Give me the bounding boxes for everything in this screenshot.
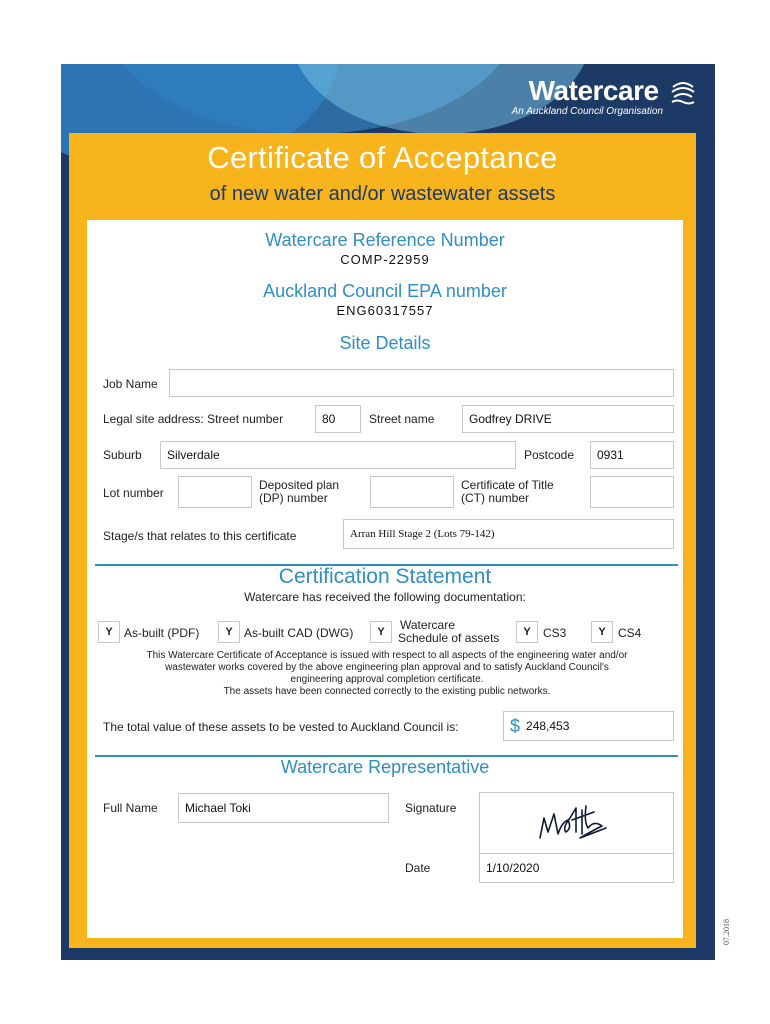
reference-value: COMP-22959 xyxy=(340,252,430,267)
epa-heading: Auckland Council EPA number xyxy=(263,281,507,301)
statement-line: engineering approval completion certificate. xyxy=(290,674,484,685)
postcode-field[interactable]: 0931 xyxy=(590,441,674,469)
site-details-heading: Site Details xyxy=(339,333,431,353)
dp-label-line: (DP) number xyxy=(259,491,328,505)
street-number-field[interactable]: 80 xyxy=(315,405,361,433)
schedule-label-line: Schedule of assets xyxy=(398,631,500,645)
certification-intro: Watercare has received the following documentation: xyxy=(244,590,526,604)
lot-number-label: Lot number xyxy=(103,486,164,500)
schedule-of-assets-label xyxy=(398,619,499,645)
signature-label: Signature xyxy=(405,801,457,815)
asset-value-label: The total value of these assets to be vested to Auckland Council is: xyxy=(103,720,459,734)
job-name-field[interactable] xyxy=(169,369,674,397)
asset-value: 248,453 xyxy=(526,719,570,733)
dp-label-line: Deposited plan xyxy=(259,478,340,492)
job-name-label: Job Name xyxy=(103,377,158,391)
dp-number-field[interactable] xyxy=(370,476,454,508)
street-name-label: Street name xyxy=(369,412,435,426)
certification-heading: Certification Statement xyxy=(278,565,492,588)
page-title: Certificate of Acceptance xyxy=(207,140,558,175)
certification-statement xyxy=(97,650,677,698)
ct-label xyxy=(461,479,554,505)
cs3-check[interactable]: Y xyxy=(516,621,538,643)
watercare-logo xyxy=(512,76,697,117)
cs3-label: CS3 xyxy=(543,626,567,640)
cs4-check[interactable]: Y xyxy=(591,621,613,643)
date-field[interactable]: 1/10/2020 xyxy=(479,853,674,883)
ct-label-line: (CT) number xyxy=(461,491,530,505)
asbuilt-pdf-check[interactable]: Y xyxy=(98,621,120,643)
logo-wave-icon xyxy=(669,77,697,105)
asbuilt-cad-check[interactable]: Y xyxy=(218,621,240,643)
logo-wordmark: Watercare xyxy=(528,75,659,106)
cs4-label: CS4 xyxy=(618,626,642,640)
full-name-field[interactable]: Michael Toki xyxy=(178,793,389,823)
signature-field[interactable] xyxy=(479,792,674,854)
date-label: Date xyxy=(405,861,431,875)
postcode-label: Postcode xyxy=(524,448,575,462)
street-number-label: Legal site address: Street number xyxy=(103,412,284,426)
statement-line: This Watercare Certificate of Acceptance is issued with respect to all aspects of the engineering water and/or xyxy=(146,650,628,661)
page-subtitle: of new water and/or wastewater assets xyxy=(209,183,556,205)
lot-number-field[interactable] xyxy=(178,476,252,508)
street-name-field[interactable]: Godfrey DRIVE xyxy=(462,405,674,433)
dollar-icon: $ xyxy=(510,715,521,736)
ct-number-field[interactable] xyxy=(590,476,674,508)
full-name-label: Full Name xyxy=(103,801,158,815)
stage-field[interactable]: Arran Hill Stage 2 (Lots 79-142) xyxy=(343,519,674,549)
asset-value-field[interactable] xyxy=(503,711,674,741)
asbuilt-pdf-label: As-built (PDF) xyxy=(124,626,200,640)
dp-label xyxy=(259,479,339,505)
schedule-of-assets-check[interactable]: Y xyxy=(370,621,392,643)
epa-value: ENG60317557 xyxy=(336,303,434,318)
stage-label: Stage/s that relates to this certificate xyxy=(103,529,297,543)
form-version-date: 07.2018 xyxy=(722,919,731,945)
statement-line: The assets have been connected correctly to the existing public networks. xyxy=(223,686,551,697)
suburb-label: Suburb xyxy=(103,448,142,462)
statement-line: wastewater works covered by the above engineering plan approval and to satisfy Auckland Council's xyxy=(165,662,609,673)
signature-image xyxy=(532,798,622,848)
reference-heading: Watercare Reference Number xyxy=(265,230,505,250)
ct-label-line: Certificate of Title xyxy=(461,478,554,492)
representative-heading: Watercare Representative xyxy=(280,757,490,777)
asbuilt-cad-label: As-built CAD (DWG) xyxy=(244,626,354,640)
schedule-label-line: Watercare xyxy=(400,618,455,632)
suburb-field[interactable]: Silverdale xyxy=(160,441,516,469)
logo-tagline: An Auckland Council Organisation xyxy=(511,106,663,117)
